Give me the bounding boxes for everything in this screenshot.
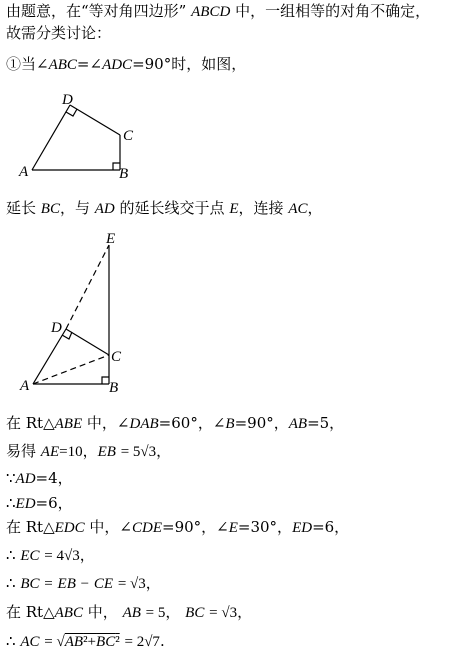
step-6-b: EC [20,548,40,564]
extend-text-1: 延长 [6,199,37,217]
segment-dc [70,105,120,135]
step-2-f: ， [156,442,172,460]
step-7-f: CE [93,576,114,592]
step-8-f: BC [185,605,205,621]
extend-text-2: ，与 [59,199,90,217]
segment-ad [33,329,66,384]
step-8-h: ， [237,603,253,621]
step-7-e: − [80,576,90,592]
step-4 [6,494,73,513]
figure-2 [0,230,160,400]
segment-de-dashed [66,245,109,329]
step-1-f: B [225,416,235,432]
step-8-a: 在 Rt△ [6,603,55,621]
label-c: C [123,128,134,144]
step-9-b: AC [20,634,40,650]
segment-ad [32,105,70,170]
intro-line-1 [6,2,430,21]
step-2-b: AE [40,444,60,460]
step-2-c: =10， [59,444,98,460]
step-8 [6,603,252,622]
step-6-d: ， [79,546,95,564]
intro-text-2: 故需分类讨论： [6,24,112,42]
intro-line-2 [6,24,111,42]
step-8-g: = √3 [209,605,238,621]
step-1-g: =90°， [234,414,289,432]
step-6 [6,546,95,565]
label-d: D [62,92,73,108]
step-9-i: . [159,632,165,650]
step-1-e: =60°，∠ [158,414,226,432]
step-5-b: EDC [54,520,85,536]
step-5-d: CDE [132,520,162,536]
figure-1 [0,88,160,183]
radicand [65,632,120,650]
angle-abc: ABC [48,57,77,73]
step-3 [6,469,73,488]
step-1-i: =5， [307,414,345,432]
case1-end: =90°时，如图， [132,55,247,73]
step-2-e: = 5√3 [120,444,157,460]
extend-text-5: ， [307,199,323,217]
step-6-c: = 4√3 [44,548,80,564]
label-a: A [20,378,30,394]
step-5 [6,518,349,537]
segment-dc [66,329,109,355]
step-7-d: EB [57,576,76,592]
step-7-h: ， [145,574,161,592]
step-1-c: 中，∠ [86,414,130,432]
step-9 [6,632,165,651]
extend-bc: BC [40,201,60,217]
step-1-a: 在 Rt△ [6,414,55,432]
step-9-d: AB [64,634,84,650]
case1-eq: =∠ [76,55,103,73]
step-8-b: ABC [54,605,83,621]
label-c: C [111,349,122,365]
step-9-c: = √ [44,634,65,650]
quad-name: ABCD [191,4,231,20]
step-9-a: ∴ [6,632,16,650]
step-1-d: DAB [129,416,159,432]
step-2 [6,442,171,461]
case1-line [6,55,246,74]
label-b: B [119,166,129,182]
step-7-g: = √3 [117,576,146,592]
step-6-a: ∴ [6,546,16,564]
step-5-h: ED [292,520,313,536]
step-9-e: ²+ [83,634,97,650]
step-9-f: BC [96,634,116,650]
step-1 [6,414,344,433]
step-5-e: =90°，∠ [162,518,229,536]
extend-ac: AC [288,201,308,217]
step-5-g: =30°， [237,518,293,536]
step-7-a: ∴ [6,574,16,592]
step-5-c: 中，∠ [89,518,132,536]
step-4-c: =6， [35,494,73,512]
label-d: D [51,320,62,336]
step-7 [6,574,161,593]
extend-ad: AD [94,201,115,217]
step-3-a: ∵ [6,469,16,487]
step-7-b: BC [20,576,40,592]
step-4-b: ED [15,496,36,512]
step-8-d: AB [122,605,141,621]
step-4-a: ∴ [6,494,16,512]
step-9-h: = 2√7 [124,634,160,650]
extend-text-3: 的延长线交于点 [119,199,225,217]
intro-text: 由题意，在“等对角四边形” [6,2,187,20]
step-2-a: 易得 [6,442,37,460]
step-1-b: ABE [54,416,83,432]
step-3-c: =4， [35,469,73,487]
step-1-h: AB [288,416,308,432]
step-9-g: ² [115,634,120,650]
case1-prefix: ①当∠ [6,55,49,73]
step-5-a: 在 Rt△ [6,518,55,536]
label-b: B [109,380,119,396]
step-8-e: = 5， [145,605,181,621]
extend-line [6,199,323,218]
segment-ac-dashed [33,355,109,384]
step-2-d: EB [97,444,116,460]
extend-text-4: ，连接 [238,199,284,217]
step-7-c: = [44,576,53,592]
angle-adc: ADC [102,57,133,73]
step-8-c: 中， [87,603,118,621]
step-3-b: AD [15,471,36,487]
step-5-f: E [228,520,238,536]
intro-text-end: 中，一组相等的对角不确定， [235,2,431,20]
label-e: E [106,231,116,247]
label-a: A [19,164,29,180]
right-angle-b [102,377,109,384]
extend-e: E [229,201,239,217]
step-5-i: =6， [312,518,350,536]
